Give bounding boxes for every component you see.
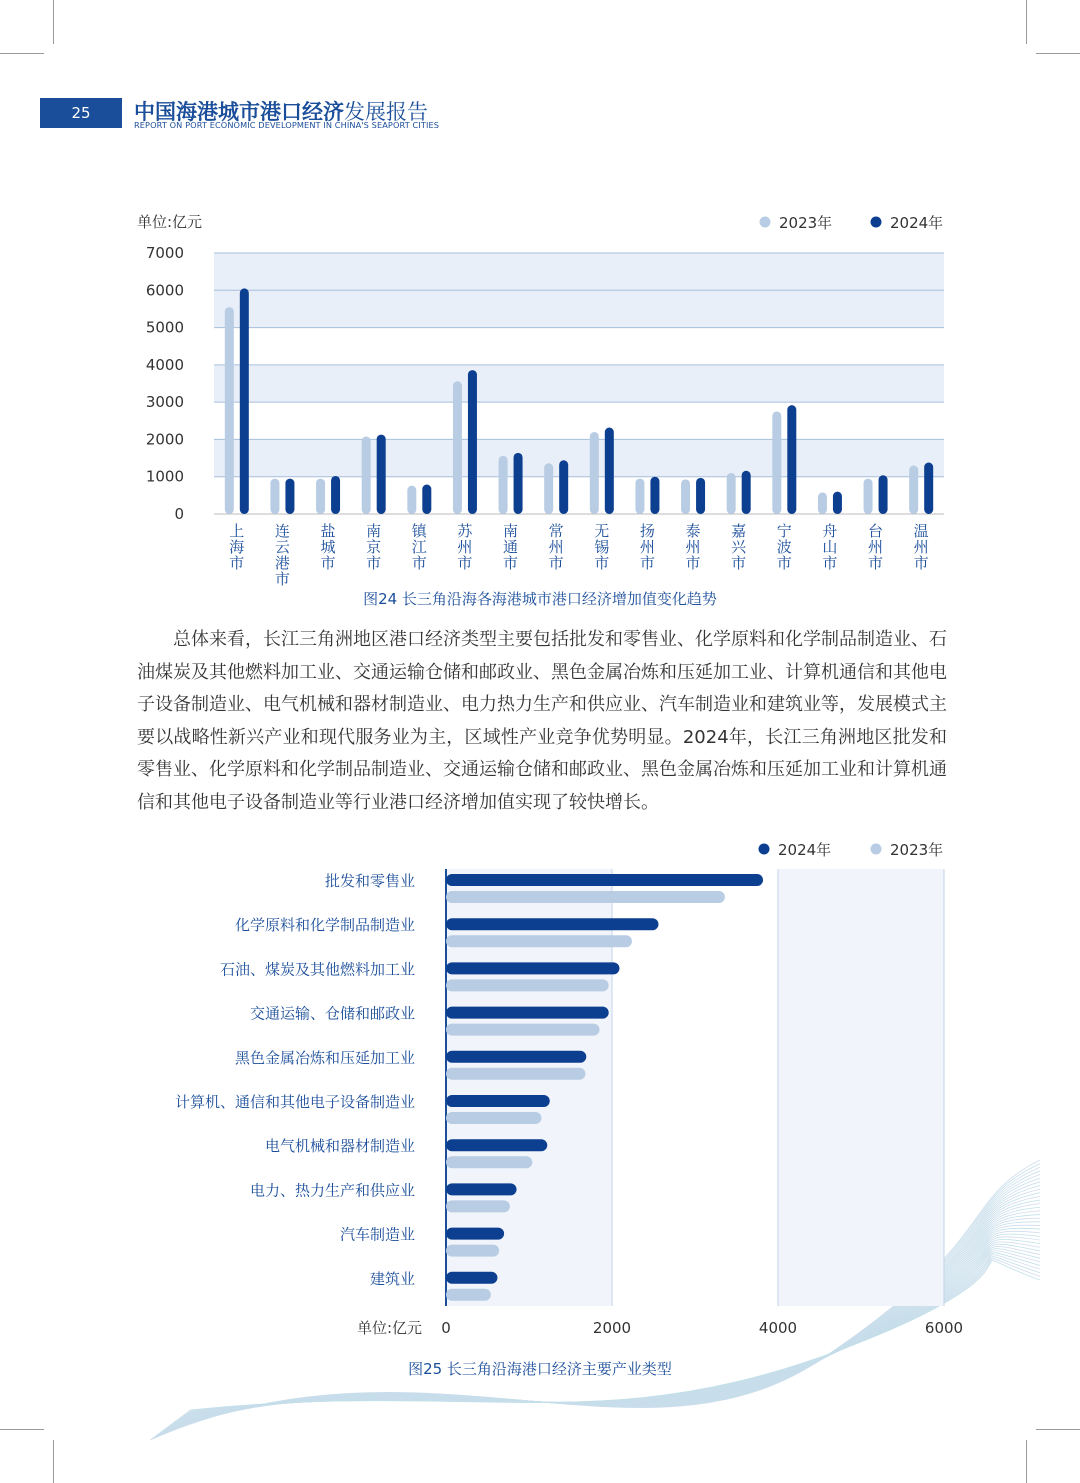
y-category-label: 黑色金属冶炼和压延加工业 (234, 1048, 415, 1067)
x-category-label: 京 (366, 538, 382, 556)
y-tick-label: 3000 (145, 393, 184, 412)
y-tick-label: 6000 (145, 281, 184, 300)
x-category-label: 市 (320, 554, 336, 572)
x-tick-label: 2000 (592, 1319, 632, 1337)
legend-marker (759, 844, 770, 855)
x-category-label: 市 (229, 554, 245, 572)
x-category-label: 市 (411, 554, 427, 572)
x-category-label: 市 (503, 554, 519, 572)
x-category-label: 州 (639, 538, 655, 556)
x-category-label: 泰 (685, 522, 701, 540)
x-category-label: 市 (639, 554, 655, 572)
legend-label: 2023年 (890, 841, 944, 859)
bar-2024 (446, 1272, 497, 1284)
y-tick-label: 1000 (145, 467, 184, 486)
x-category-label: 苏 (457, 522, 473, 540)
bar-2024 (446, 1139, 547, 1151)
bar-2024 (446, 918, 658, 930)
bar-2023 (446, 891, 725, 903)
bar-2023 (446, 1024, 600, 1036)
report-subtitle: REPORT ON PORT ECONOMIC DEVELOPMENT IN CHINA'S SEAPORT CITIES (134, 120, 440, 130)
x-category-label: 州 (685, 538, 701, 556)
bar-2024 (446, 1007, 609, 1019)
x-category-label: 镇 (411, 522, 427, 540)
legend-label: 2023年 (779, 214, 833, 232)
y-tick-label: 7000 (145, 244, 184, 262)
x-category-label: 盐 (320, 522, 336, 540)
unit-label: 单位:亿元 (356, 1319, 422, 1337)
x-category-label: 江 (411, 538, 427, 556)
x-category-label: 州 (868, 538, 884, 556)
legend-marker (871, 844, 882, 855)
x-category-label: 舟 (822, 522, 838, 540)
bar-2023 (446, 1289, 491, 1301)
report-title-suffix: 发展报告 (344, 100, 428, 124)
x-category-label: 市 (731, 554, 747, 572)
x-category-label: 海 (229, 538, 245, 556)
legend-label: 2024年 (890, 214, 944, 232)
figure24-caption: 图24 长三角沿海各海港城市港口经济增加值变化趋势 (363, 590, 717, 608)
y-tick-label: 5000 (145, 318, 184, 337)
bar-2023 (446, 1200, 510, 1212)
y-tick-label: 0 (174, 505, 184, 523)
report-title-main: 中国海港城市港口经济 (134, 100, 344, 124)
x-category-label: 市 (366, 554, 382, 572)
x-category-label: 城 (320, 538, 336, 556)
page-number: 25 (71, 104, 91, 122)
y-category-label: 计算机、通信和其他电子设备制造业 (174, 1093, 415, 1111)
bar-2023 (446, 935, 632, 947)
x-category-label: 山 (822, 538, 838, 556)
x-category-label: 波 (776, 538, 792, 556)
x-category-label: 常 (548, 522, 564, 540)
x-tick-label: 0 (441, 1319, 451, 1337)
y-category-label: 化学原料和化学制品制造业 (234, 916, 415, 935)
bar-2024 (446, 1183, 517, 1195)
x-category-label: 上 (229, 522, 245, 540)
x-category-label: 嘉 (731, 522, 747, 540)
y-category-label: 交通运输、仓储和邮政业 (249, 1004, 415, 1023)
x-category-label: 州 (457, 538, 473, 556)
bar-2024 (446, 1095, 550, 1107)
x-category-label: 宁 (776, 522, 792, 540)
x-category-label: 市 (685, 554, 701, 572)
x-category-label: 市 (822, 554, 838, 572)
x-category-label: 连 (274, 522, 290, 540)
x-category-label: 南 (503, 522, 519, 540)
y-category-label: 电气机械和器材制造业 (264, 1137, 415, 1156)
x-category-label: 市 (776, 554, 792, 572)
x-category-label: 温 (913, 522, 929, 540)
x-tick-label: 4000 (758, 1319, 798, 1337)
bar-2024 (446, 1051, 586, 1063)
figure25-caption: 图25 长三角沿海港口经济主要产业类型 (408, 1360, 672, 1378)
x-category-label: 云 (274, 538, 290, 556)
y-category-label: 建筑业 (369, 1269, 415, 1288)
bar-2023 (446, 1156, 532, 1168)
unit-label: 单位:亿元 (137, 213, 203, 231)
legend-label: 2024年 (778, 841, 832, 859)
x-category-label: 锡 (594, 538, 610, 556)
x-category-label: 市 (548, 554, 564, 572)
bar-2024 (446, 874, 763, 886)
x-category-label: 州 (913, 538, 929, 556)
x-category-label: 港 (274, 554, 290, 572)
x-category-label: 南 (366, 522, 382, 540)
bar-2023 (446, 979, 609, 991)
x-category-label: 市 (457, 554, 473, 572)
y-tick-label: 4000 (145, 355, 184, 374)
bar-2023 (446, 1068, 585, 1080)
x-category-label: 市 (274, 570, 290, 588)
x-category-label: 兴 (731, 538, 747, 556)
bar-2024 (446, 962, 619, 974)
bar-2023 (446, 1245, 499, 1257)
x-category-label: 扬 (639, 522, 655, 540)
x-category-label: 市 (868, 554, 884, 572)
y-tick-label: 2000 (145, 430, 184, 449)
x-category-label: 市 (913, 554, 929, 572)
y-category-label: 石油、煤炭及其他燃料加工业 (219, 960, 415, 979)
x-category-label: 台 (868, 522, 884, 540)
bar-2024 (446, 1228, 504, 1240)
x-category-label: 通 (503, 538, 519, 556)
y-category-label: 批发和零售业 (324, 872, 415, 890)
x-category-label: 州 (548, 538, 564, 556)
body-paragraph: 总体来看，长江三角洲地区港口经济类型主要包括批发和零售业、化学原料和化学制品制造业、石油煤炭及其他燃料加工业、交通运输仓储和邮政业、黑色金属冶炼和压延加工业、计算机通信和其他电子设备制造业、电气机械和器材制造业、电力热力生产和供应业、汽车制造业和建筑业等，发展模式主要以战略性新兴产业和现代服务业为主，区域性产业竞争优势明显。2024年，长江三角洲地区批发和零售业、化学原料和化学制品制造业、交通运输仓储和邮政业、黑色金属冶炼和压延加工业和计算机通信和其他电子设备制造业等行业港口经济增加值实现了较快增长。 (137, 629, 947, 813)
y-category-label: 电力、热力生产和供应业 (249, 1181, 415, 1200)
chart-band (446, 869, 612, 1306)
x-category-label: 市 (594, 554, 610, 572)
bar-2023 (446, 1112, 541, 1124)
chart-band (778, 869, 944, 1306)
y-category-label: 汽车制造业 (339, 1225, 415, 1244)
x-category-label: 无 (594, 522, 610, 540)
x-tick-label: 6000 (924, 1319, 964, 1337)
